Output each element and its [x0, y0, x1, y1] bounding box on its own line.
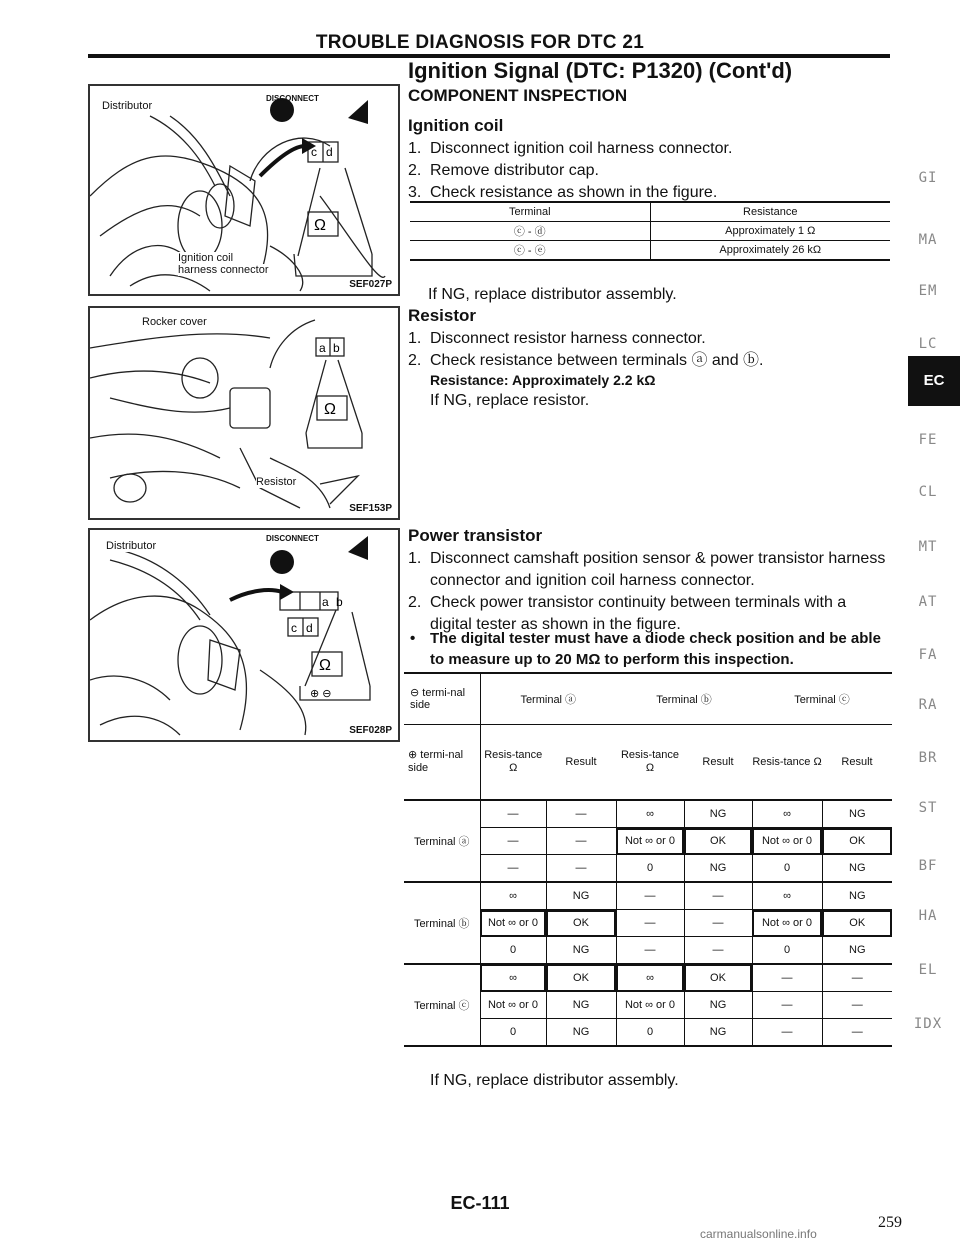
table-cell: ∞	[480, 882, 546, 910]
table-cell: —	[546, 855, 616, 883]
table-cell: ∞	[480, 964, 546, 992]
table-row	[404, 882, 892, 910]
side-tab-em[interactable]: EM	[918, 283, 938, 299]
table-cell: Not ∞ or 0	[752, 910, 822, 937]
svg-text:c: c	[311, 145, 317, 159]
table-cell: —	[480, 828, 546, 855]
table-cell: —	[822, 1019, 892, 1047]
bullet-dot: •	[410, 630, 416, 647]
sub-header-result: Result	[684, 725, 752, 801]
table-cell: NG	[822, 937, 892, 965]
table-cell: NG	[684, 992, 752, 1019]
side-tab-gi[interactable]: GI	[918, 170, 938, 186]
power-transistor-table	[404, 672, 892, 1047]
side-tab-fe[interactable]: FE	[918, 432, 938, 448]
table-cell: 0	[616, 855, 684, 883]
table-cell: —	[546, 800, 616, 828]
table-cell: 0	[616, 1019, 684, 1047]
figure-label-harness-connector: harness connector	[178, 264, 269, 276]
step: 2. Check power transistor continuity between terminals with a digital tester as shown in the figure.	[408, 594, 847, 633]
table-cell: OK	[546, 964, 616, 992]
side-tab-st[interactable]: ST	[918, 800, 938, 816]
figure-label-distributor: Distributor	[102, 100, 153, 112]
figure-code: SEF028P	[349, 725, 392, 736]
table-cell: NG	[684, 1019, 752, 1047]
terminal-header: Terminal ⓑ	[616, 673, 752, 725]
svg-text:c: c	[291, 621, 297, 635]
table-cell: NG	[546, 992, 616, 1019]
ignition-coil-heading: Ignition coil	[408, 116, 504, 135]
step: 1. Disconnect ignition coil harness connector.	[408, 140, 733, 157]
power-transistor-steps	[408, 548, 888, 636]
figure-power-transistor	[88, 528, 400, 742]
table-cell: NG	[684, 800, 752, 828]
page-title: TROUBLE DIAGNOSIS FOR DTC 21	[315, 32, 645, 53]
tester-requirement-bullet: • The digital tester must have a diode check position and be able to measure up to 20 MΩ to perform this inspection.	[410, 630, 881, 668]
ignition-coil-illustration	[90, 86, 398, 294]
table-cell: Approximately 26 kΩ	[650, 241, 890, 261]
svg-text:⊕ ⊖: ⊕ ⊖	[310, 688, 332, 700]
table-cell: OK	[822, 910, 892, 937]
table-cell: OK	[684, 828, 752, 855]
table-cell: ∞	[752, 882, 822, 910]
table-cell: ∞	[616, 800, 684, 828]
table-cell: —	[616, 882, 684, 910]
table-row	[404, 800, 892, 828]
sub-header-resistance: Resis-tance Ω	[752, 725, 822, 801]
svg-text:Ω: Ω	[314, 217, 326, 234]
figure-label-disconnect: DISCONNECT	[266, 534, 319, 543]
table-cell: NG	[822, 800, 892, 828]
svg-text:a: a	[319, 341, 326, 355]
side-tab-mt[interactable]: MT	[918, 539, 938, 555]
table-cell: OK	[546, 910, 616, 937]
side-tab-el[interactable]: EL	[918, 962, 938, 978]
table-cell: —	[684, 910, 752, 937]
figure-label-resistor: Resistor	[256, 476, 297, 488]
side-tab-at[interactable]: AT	[918, 594, 938, 610]
table-cell: NG	[546, 937, 616, 965]
resistor-spec: Resistance: Approximately 2.2 kΩ	[430, 372, 656, 388]
row-group-label: Terminal ⓒ	[404, 964, 480, 1046]
table-cell: ∞	[616, 964, 684, 992]
table-cell: NG	[822, 855, 892, 883]
pos-terminal-label: ⊕ termi-nal side	[404, 725, 480, 801]
svg-text:d: d	[306, 621, 313, 635]
table-cell: —	[480, 855, 546, 883]
table-cell: —	[546, 828, 616, 855]
figure-ignition-coil	[88, 84, 400, 296]
table-cell: —	[822, 992, 892, 1019]
ignition-coil-steps	[408, 138, 878, 204]
table-row	[404, 964, 892, 992]
table-cell: 0	[480, 937, 546, 965]
table-cell: 0	[480, 1019, 546, 1047]
step: 2. Remove distributor cap.	[408, 162, 599, 179]
side-tab-ec[interactable]: EC	[908, 356, 960, 406]
power-transistor-ng-note: If NG, replace distributor assembly.	[430, 1072, 679, 1089]
power-transistor-illustration	[90, 530, 398, 740]
resistance-table	[410, 201, 890, 261]
resistor-heading: Resistor	[408, 306, 477, 325]
watermark: carmanualsonline.info	[700, 1227, 817, 1241]
table-cell: —	[616, 937, 684, 965]
side-tab-ma[interactable]: MA	[918, 232, 938, 248]
table-cell: ⓒ - ⓓ	[410, 222, 650, 241]
table-cell: 0	[752, 855, 822, 883]
table-cell: —	[752, 1019, 822, 1047]
terminal-header: Terminal ⓐ	[480, 673, 616, 725]
sub-header-result: Result	[546, 725, 616, 801]
page-number: 259	[878, 1214, 902, 1231]
table-cell: —	[822, 964, 892, 992]
table-cell: OK	[684, 964, 752, 992]
ignition-coil-ng-note: If NG, replace distributor assembly.	[428, 286, 677, 303]
table-header: Terminal	[410, 202, 650, 222]
side-tab-fa[interactable]: FA	[918, 647, 938, 663]
table-cell: Not ∞ or 0	[480, 910, 546, 937]
side-tab-ra[interactable]: RA	[918, 697, 938, 713]
section-title: Ignition Signal (DTC: P1320) (Cont'd)	[408, 58, 793, 83]
side-tab-ha[interactable]: HA	[918, 908, 938, 924]
figure-label-disconnect: DISCONNECT	[266, 94, 319, 103]
svg-text:d: d	[326, 145, 333, 159]
figure-label-ignition-coil: Ignition coil	[178, 252, 234, 264]
table-cell: —	[480, 800, 546, 828]
component-inspection-heading: COMPONENT INSPECTION	[408, 86, 628, 105]
sub-header-result: Result	[822, 725, 892, 801]
table-cell: —	[684, 882, 752, 910]
step: 2. Check resistance between terminals ⓐ and ⓑ.	[408, 352, 764, 369]
table-cell: —	[752, 964, 822, 992]
side-tab-idx[interactable]: IDX	[913, 1016, 943, 1032]
row-group-label: Terminal ⓐ	[404, 800, 480, 882]
sub-header-resistance: Resis-tance Ω	[480, 725, 546, 801]
svg-text:Ω: Ω	[319, 657, 331, 674]
table-cell: Not ∞ or 0	[616, 992, 684, 1019]
step: 1. Disconnect camshaft position sensor & power transistor harness connector and ignition coil harness connector.	[408, 550, 886, 589]
page-code: EC-111	[450, 1193, 510, 1213]
table-cell: —	[684, 937, 752, 965]
power-transistor-heading: Power transistor	[408, 526, 543, 545]
table-cell: Approximately 1 Ω	[650, 222, 890, 241]
step: 1. Disconnect resistor harness connector.	[408, 330, 706, 347]
side-tab-br[interactable]: BR	[918, 750, 938, 766]
table-cell: Not ∞ or 0	[752, 828, 822, 855]
svg-text:Ω: Ω	[324, 401, 336, 418]
table-cell: OK	[822, 828, 892, 855]
table-header: Resistance	[650, 202, 890, 222]
table-cell: ∞	[752, 800, 822, 828]
svg-text:b: b	[336, 595, 343, 609]
table-cell: Not ∞ or 0	[480, 992, 546, 1019]
resistor-steps	[408, 328, 878, 372]
table-cell: Not ∞ or 0	[616, 828, 684, 855]
side-tab-lc[interactable]: LC	[918, 336, 938, 352]
figure-code: SEF027P	[349, 279, 392, 290]
neg-terminal-label: ⊖ termi-nal side	[404, 673, 480, 725]
figure-label-rocker-cover: Rocker cover	[142, 316, 207, 328]
table-cell: 0	[752, 937, 822, 965]
table-cell: NG	[546, 1019, 616, 1047]
resistor-ng-note: If NG, replace resistor.	[430, 392, 590, 409]
sub-header-resistance: Resis-tance Ω	[616, 725, 684, 801]
figure-resistor	[88, 306, 400, 520]
terminal-header: Terminal ⓒ	[752, 673, 892, 725]
table-cell: NG	[546, 882, 616, 910]
table-cell: —	[752, 992, 822, 1019]
step: 3. Check resistance as shown in the figure.	[408, 184, 718, 201]
table-cell: ⓒ - ⓔ	[410, 241, 650, 261]
side-tab-cl[interactable]: CL	[918, 484, 938, 500]
resistor-illustration	[90, 308, 398, 518]
table-cell: —	[616, 910, 684, 937]
table-cell: NG	[822, 882, 892, 910]
figure-code: SEF153P	[349, 503, 392, 514]
table-cell: NG	[684, 855, 752, 883]
svg-text:a: a	[322, 595, 329, 609]
row-group-label: Terminal ⓑ	[404, 882, 480, 964]
svg-text:b: b	[333, 341, 340, 355]
figure-label-distributor: Distributor	[106, 540, 157, 552]
side-tab-bf[interactable]: BF	[918, 858, 938, 874]
